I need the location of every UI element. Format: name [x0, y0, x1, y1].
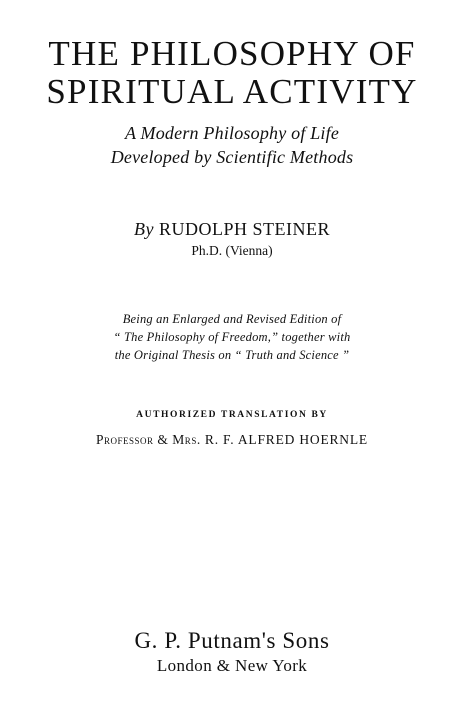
- byline-prefix: By: [134, 219, 154, 239]
- book-title-line-1: THE PHILOSOPHY OF: [48, 34, 416, 73]
- edition-note-line-2: “ The Philosophy of Freedom,” together with: [113, 330, 351, 344]
- author-name: RUDOLPH STEINER: [158, 219, 330, 239]
- author-degree: Ph.D. (Vienna): [191, 243, 273, 258]
- translators-prefix: Professor & Mrs.: [96, 432, 201, 447]
- subtitle-line-1: A Modern Philosophy of Life: [124, 123, 340, 143]
- edition-note-line-3: the Original Thesis on “ Truth and Science ”: [114, 348, 350, 362]
- author-byline: [0, 220, 464, 238]
- translation-label: AUTHORIZED TRANSLATION BY: [136, 410, 328, 420]
- edition-note-line-1: Being an Enlarged and Revised Edition of: [122, 312, 342, 326]
- translators-names: R. F. ALFRED HOERNLE: [204, 432, 368, 447]
- translators: [0, 433, 464, 447]
- subtitle-line-2: Developed by Scientific Methods: [110, 147, 354, 167]
- publisher-location: London & New York: [156, 656, 308, 675]
- book-title-line-2: SPIRITUAL ACTIVITY: [46, 72, 418, 111]
- publisher-name: G. P. Putnam's Sons: [134, 628, 330, 653]
